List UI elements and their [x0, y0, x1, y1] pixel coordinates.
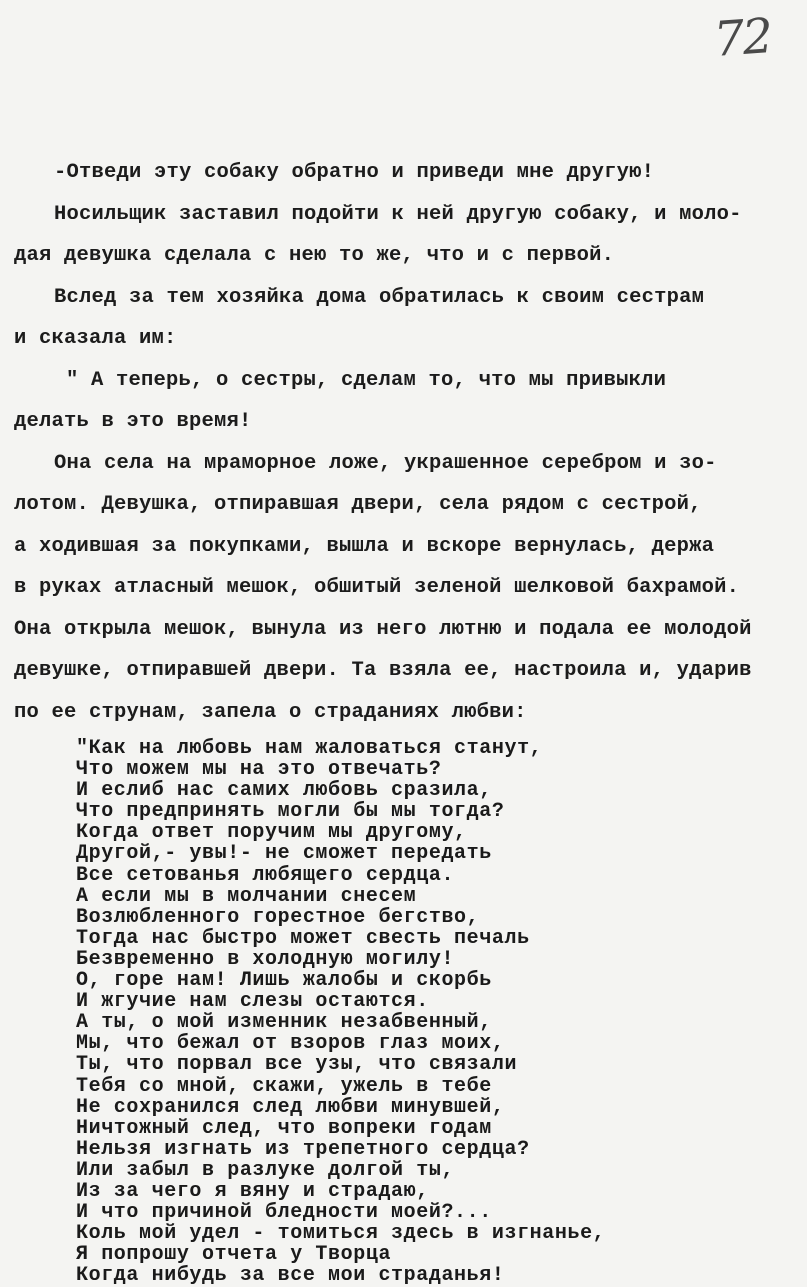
verse-line: Из за чего я вяну и страдаю,	[76, 1179, 429, 1203]
verse-line: Нельзя изгнать из трепетного сердца?	[76, 1137, 530, 1161]
verse-line: Или забыл в разлуке долгой ты,	[76, 1158, 455, 1182]
prose-line: лотом. Девушка, отпиравшая двери, села рядом с сестрой,	[14, 493, 702, 516]
verse-line: Ты, что порвал все узы, что связали	[76, 1053, 518, 1077]
page-number: 72	[712, 8, 773, 68]
prose-line: дая девушка сделала с нею то же, что и с первой.	[14, 244, 615, 267]
verse-line: Возлюбленного горестное бегство,	[76, 905, 480, 929]
prose-line: -Отведи эту собаку обратно и приведи мне другую!	[54, 161, 655, 184]
prose-line: а ходившая за покупками, вышла и вскоре вернулась, держа	[14, 534, 715, 558]
prose-line: делать в это время!	[14, 410, 252, 433]
verse-line: А если мы в молчании снесем	[76, 884, 417, 908]
verse-line: Мы, что бежал от взоров глаз моих,	[76, 1032, 505, 1056]
verse-block	[76, 738, 796, 1286]
verse-line: И еслиб нас самих любовь сразила,	[76, 779, 492, 803]
prose-line: Она села на мраморное ложе, украшенное серебром и зо-	[54, 451, 717, 475]
verse-line: Я попрошу отчета у Творца	[76, 1243, 392, 1267]
verse-line: Тогда нас быстро может свесть печаль	[76, 926, 530, 950]
verse-line: Что предпринять могли бы мы тогда?	[76, 800, 505, 824]
prose-block	[14, 152, 804, 733]
verse-line: Тебя со мной, скажи, ужель в тебе	[76, 1074, 492, 1098]
prose-line: и сказала им:	[14, 327, 177, 350]
prose-line: по ее струнам, запела о страданиях любви:	[14, 700, 527, 724]
verse-line: А ты, о мой изменник незабвенный,	[76, 1011, 492, 1035]
prose-line: в руках атласный мешок, обшитый зеленой шелковой бахрамой.	[14, 576, 740, 599]
verse-line: Безвременно в холодную могилу!	[76, 947, 455, 971]
verse-line: О, горе нам! Лишь жалобы и скорбь	[76, 969, 492, 993]
verse-line: Когда ответ поручим мы другому,	[76, 821, 467, 845]
verse-line: Когда нибудь за все мои страданья!	[76, 1264, 505, 1287]
verse-line: Что можем мы на это отвечать?	[76, 758, 442, 782]
verse-line: Другой,- увы!- не сможет передать	[76, 842, 492, 866]
verse-line: Коль мой удел - томиться здесь в изгнанье,	[76, 1222, 606, 1246]
verse-line: Не сохранился след любви минувшей,	[76, 1095, 505, 1119]
prose-line: девушке, отпиравшей двери. Та взяла ее, настроила и, ударив	[14, 659, 752, 682]
verse-line: И что причиной бледности моей?...	[76, 1201, 492, 1225]
prose-line: " А теперь, о сестры, сделам то, что мы привыкли	[66, 368, 667, 392]
prose-line: Носильщик заставил подойти к ней другую собаку, и моло-	[54, 202, 742, 226]
verse-line: Все сетованья любящего сердца.	[76, 863, 455, 887]
verse-line: Ничтожный след, что вопреки годам	[76, 1116, 492, 1140]
prose-line: Она открыла мешок, вынула из него лютню и подала ее молодой	[14, 617, 752, 641]
prose-line: Вслед за тем хозяйка дома обратилась к своим сестрам	[54, 285, 705, 309]
verse-line: И жгучие нам слезы остаются.	[76, 990, 429, 1014]
verse-line: "Как на любовь нам жаловаться станут,	[76, 737, 543, 760]
